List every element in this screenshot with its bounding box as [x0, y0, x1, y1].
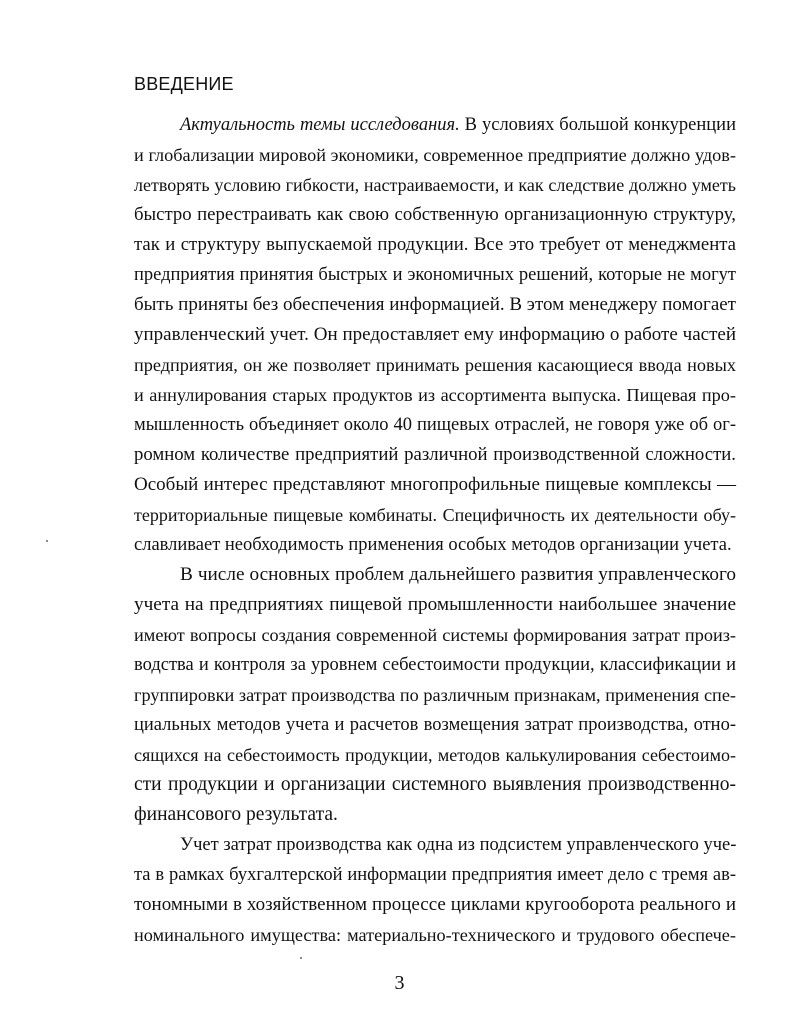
paragraph-2-line-1: В числе основных проблем дальнейшего развития управленческого [180, 564, 736, 585]
paragraph-1-line-13: Особый интерес представляют многопрофильные пищевые комплексы — [134, 474, 736, 495]
paragraph-3-line-3: тономными в хозяйственном процессе циклами кругооборота реального и [134, 894, 736, 915]
paragraph-2-line-9: финансового результата. [134, 804, 338, 825]
paragraph-1-line-15: славливает необходимость применения особых методов организации учета. [134, 535, 732, 555]
paragraph-1-line-1-text: В условиях большой конкуренции [459, 115, 736, 135]
paragraph-3-line-2: та в рамках бухгалтерской информации предприятия имеет дело с тремя ав- [134, 865, 736, 885]
paragraph-2-line-7: сящихся на себестоимость продукции, методов калькулирования себестоимо- [134, 745, 736, 765]
paragraph-2-line-2: учета на предприятиях пищевой промышленности наибольшее значение [134, 594, 736, 615]
paragraph-2-line-5: группировки затрат производства по различным признакам, применения спе- [134, 685, 736, 705]
paragraph-1-line-6: предприятия принятия быстрых и экономичных решений, которые не могут [134, 265, 736, 285]
paragraph-3-line-4: номинального имущества: материально-технического и трудового обеспече- [134, 925, 736, 945]
paragraph-2-line-3: имеют вопросы создания современной системы формирования затрат произ- [134, 625, 736, 645]
paragraph-1-line-2: и глобализации мировой экономики, современное предприятие должно удов- [134, 145, 736, 165]
paragraph-2-line-8: сти продукции и организации системного выявления производственно- [134, 774, 736, 795]
paragraph-1-line-11: мышленность объединяет около 40 пищевых отраслей, не говоря уже об ог- [134, 415, 736, 435]
page-heading: ВВЕДЕНИЕ [134, 74, 234, 94]
paragraph-1-line-3: летворять условию гибкости, настраиваемости, и как следствие должно уметь [134, 175, 736, 195]
paragraph-1-line-1 [180, 113, 736, 137]
paragraph-1-line-10: и аннулирования старых продуктов из ассортимента выпуска. Пищевая про- [134, 385, 736, 405]
paragraph-2-line-4: водства и контроля за уровнем себестоимости продукции, классификации и [134, 655, 736, 675]
page-number: 3 [394, 972, 405, 994]
paragraph-1-line-14: территориальные пищевые комбинаты. Специфичность их деятельности обу- [134, 505, 736, 525]
paragraph-1-line-4: быстро перестраивать как свою собственную организационную структуру, [134, 204, 736, 225]
paragraph-1-line-5: так и структуру выпускаемой продукции. Все это требует от менеджмента [134, 234, 736, 255]
paragraph-1-line-8: управленческий учет. Он предоставляет ему информацию о работе частей [134, 324, 736, 345]
scan-speck [46, 540, 48, 542]
paragraph-3-line-1: Учет затрат производства как одна из подсистем управленческого уче- [180, 835, 737, 855]
paragraph-1-line-12: ромном количестве предприятий различной производственной сложности. [134, 444, 736, 465]
paragraph-1-line-9: предприятия, он же позволяет принимать решения касающиеся ввода новых [134, 355, 736, 375]
paragraph-2-line-6: циальных методов учета и расчетов возмещения затрат производства, отно- [134, 715, 736, 735]
paragraph-1-line-7: быть приняты без обеспечения информацией. В этом менеджеру помогает [134, 294, 736, 315]
scan-speck [300, 957, 302, 959]
topic-relevance-lead-in: Актуальность темы исследования. [180, 115, 460, 135]
